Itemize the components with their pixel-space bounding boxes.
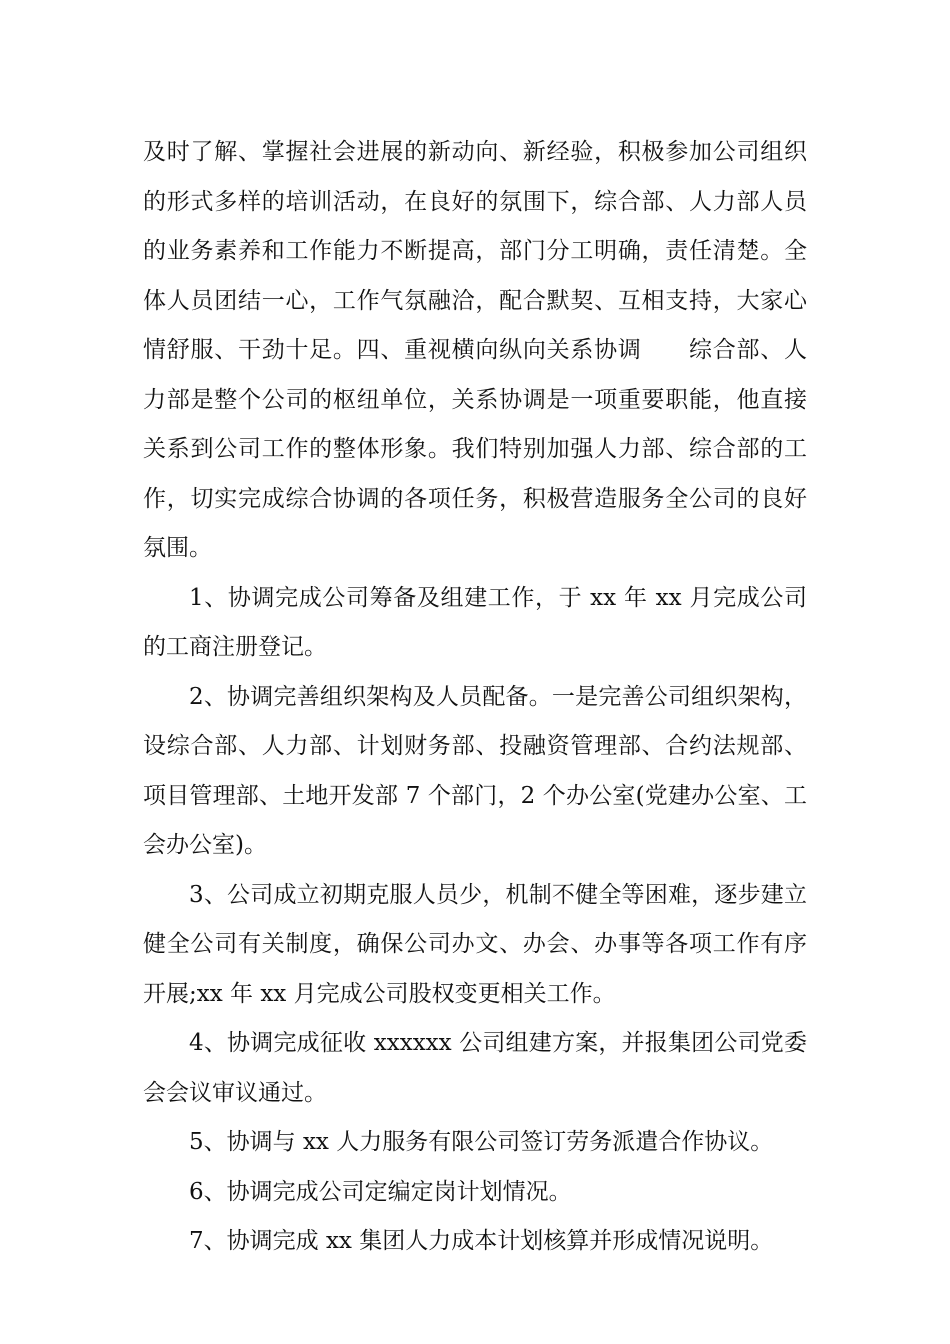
paragraph-item-1: 1、协调完成公司筹备及组建工作，于 xx 年 xx 月完成公司的工商注册登记。 (143, 584, 807, 660)
paragraph-item-7: 7、协调完成 xx 集团人力成本计划核算并形成情况说明。 (189, 1228, 774, 1254)
paragraph-item-3: 3、公司成立初期克服人员少，机制不健全等困难，逐步建立健全公司有关制度，确保公司办文、办会、办事等各项工作有序开展;xx 年 xx 月完成公司股权变更相关工作。 (143, 881, 807, 1007)
paragraph-item-2: 2、协调完善组织架构及人员配备。一是完善公司组织架构，设综合部、人力部、计划财务部、投融资管理部、合约法规部、项目管理部、土地开发部 7 个部门，2 个办公室(党建办公室、工会办公室)。 (143, 683, 807, 858)
document-body (143, 128, 807, 1267)
paragraph-item-5: 5、协调与 xx 人力服务有限公司签订劳务派遣合作协议。 (189, 1129, 774, 1155)
paragraph-item-4: 4、协调完成征收 xxxxxx 公司组建方案，并报集团公司党委会会议审议通过。 (143, 1030, 807, 1106)
paragraph-intro: 及时了解、掌握社会进展的新动向、新经验，积极参加公司组织的形式多样的培训活动，在良好的氛围下，综合部、人力部人员的业务素养和工作能力不断提高，部门分工明确，责任清楚。全体人员团结一心，工作气氛融洽，配合默契、互相支持，大家心情舒服、干劲十足。四、重视横向纵向关系协调 综合部、人力部是整个公司的枢纽单位，关系协调是一项重要职能，他直接关系到公司工作的整体形象。我们特别加强人力部、综合部的工作，切实完成综合协调的各项任务，积极营造服务全公司的良好氛围。 (143, 139, 807, 561)
paragraph-item-6: 6、协调完成公司定编定岗计划情况。 (189, 1178, 572, 1205)
